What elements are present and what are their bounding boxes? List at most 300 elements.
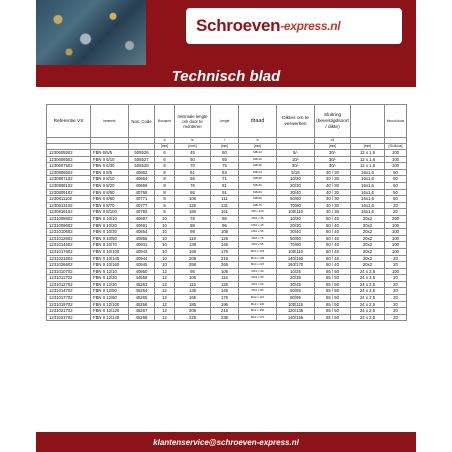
table-cell: 100 bbox=[385, 150, 407, 157]
table-cell: 50 / 40 bbox=[315, 248, 351, 255]
unit-label: [mm] bbox=[211, 144, 239, 150]
table-cell: FBN II 10/70 bbox=[91, 242, 129, 249]
table-cell: 1230607502 bbox=[47, 163, 91, 170]
table-cell: 45267 bbox=[129, 308, 155, 315]
table-cell: 165 bbox=[175, 295, 211, 302]
table-cell: 6 bbox=[155, 150, 175, 157]
table-cell: 40945 bbox=[129, 262, 155, 269]
table-cell: 24 x 2,5 bbox=[351, 275, 385, 282]
table-cell: 20 bbox=[385, 262, 407, 269]
table-cell: 120/135 bbox=[277, 308, 315, 315]
table-cell: 1231008602 bbox=[47, 215, 91, 222]
table-cell: 12 x 1,6 bbox=[351, 163, 385, 170]
table-cell: 10/- bbox=[277, 156, 315, 163]
table-cell: 1230606502 bbox=[47, 156, 91, 163]
col-header-spacer bbox=[351, 105, 385, 138]
table-cell: 40687 bbox=[129, 215, 155, 222]
table-cell: 40771 bbox=[129, 196, 155, 203]
table-row bbox=[47, 229, 407, 236]
table-cell: FBN II 8/50 bbox=[91, 189, 129, 196]
table-cell: M10 x 125 bbox=[239, 248, 277, 255]
table-cell: 45263 bbox=[129, 281, 155, 288]
table-cell: 65 / 50 bbox=[315, 275, 351, 282]
table-row bbox=[47, 222, 407, 229]
table-cell: FBN II 10/10 bbox=[91, 215, 129, 222]
table-cell: M12 x 110 bbox=[239, 295, 277, 302]
table-cell: 131 bbox=[211, 202, 239, 209]
table-cell: 1231019702 bbox=[47, 301, 91, 308]
table-cell: 40669 bbox=[129, 182, 155, 189]
table-cell: 10 bbox=[155, 222, 175, 229]
table-cell: FBN II 10/20 bbox=[91, 222, 129, 229]
table-cell: 40662 bbox=[129, 169, 155, 176]
table-cell: 135 bbox=[175, 288, 211, 295]
table-cell: 40768 bbox=[129, 189, 155, 196]
table-cell: 50 bbox=[211, 150, 239, 157]
table-cell: 16x1,6 bbox=[351, 169, 385, 176]
table-cell: 30/- bbox=[315, 150, 351, 157]
table-cell: 96 bbox=[211, 222, 239, 229]
table-cell: 86 bbox=[175, 189, 211, 196]
table-cell: 8 bbox=[155, 169, 175, 176]
table-cell: 40691 bbox=[129, 222, 155, 229]
table-cell: 126 bbox=[175, 202, 211, 209]
table-cell: 45268 bbox=[129, 314, 155, 321]
col-header-min-len: minimale lengte om door te monteren bbox=[175, 105, 211, 138]
table-cell: M8x30 bbox=[239, 163, 277, 170]
spec-table-body bbox=[47, 150, 407, 321]
table-cell: 44558 bbox=[129, 275, 155, 282]
table-cell: 100 bbox=[385, 163, 407, 170]
table-cell: 8 bbox=[155, 209, 175, 216]
table-cell: 30/45 bbox=[277, 281, 315, 288]
table-cell: 20 bbox=[385, 301, 407, 308]
table-row bbox=[47, 235, 407, 242]
table-cell: FBN II 6/30 bbox=[91, 163, 129, 170]
table-cell: 50 bbox=[385, 169, 407, 176]
table-cell: M12 x 40 bbox=[239, 268, 277, 275]
table-cell: 20/35 bbox=[277, 275, 315, 282]
table-cell: FBN II 6/10 bbox=[91, 156, 129, 163]
table-row bbox=[47, 281, 407, 288]
table-cell: M8x12 bbox=[239, 150, 277, 157]
table-row bbox=[47, 202, 407, 209]
table-cell: 185 bbox=[175, 301, 211, 308]
table-cell: FBN II 8/70 bbox=[91, 202, 129, 209]
unit-symbol: b bbox=[239, 138, 277, 144]
table-cell: M10 x 45 bbox=[239, 222, 277, 229]
table-cell: 71 bbox=[211, 176, 239, 183]
table-cell: 156 bbox=[175, 209, 211, 216]
table-cell: 10 bbox=[155, 248, 175, 255]
table-cell: 24 x 2,5 bbox=[351, 301, 385, 308]
table-row bbox=[47, 169, 407, 176]
table-cell: 1230809102 bbox=[47, 189, 91, 196]
table-cell: 81 bbox=[211, 182, 239, 189]
table-cell: 20x2 bbox=[351, 248, 385, 255]
table-cell: 505528 bbox=[129, 163, 155, 170]
unit-label: [St./doos] bbox=[385, 144, 407, 150]
table-cell: 1231010602 bbox=[47, 229, 91, 236]
table-cell: 106 bbox=[211, 268, 239, 275]
table-cell: 5/15 bbox=[277, 169, 315, 176]
col-header-ref: Referentie VS bbox=[47, 105, 91, 138]
col-header-lengte: Lengte bbox=[211, 105, 239, 138]
table-cell: 115 bbox=[175, 281, 211, 288]
table-cell: 100/110 bbox=[277, 209, 315, 216]
table-cell: M12 x 150 bbox=[239, 308, 277, 315]
table-cell: 20x2 bbox=[351, 222, 385, 229]
table-cell: FBN II 12/30 bbox=[91, 281, 129, 288]
table-cell: M8x14 bbox=[239, 169, 277, 176]
table-cell: 505526 bbox=[129, 150, 155, 157]
table-cell: 20x2 bbox=[351, 262, 385, 269]
table-cell: 20 bbox=[385, 255, 407, 262]
table-cell: 24 x 2,5 bbox=[351, 308, 385, 315]
spec-table-container bbox=[46, 104, 406, 321]
table-cell: 40 / 30 bbox=[315, 182, 351, 189]
table-cell: 1230806502 bbox=[47, 169, 91, 176]
logo-text-domain: -express.nl bbox=[280, 19, 341, 33]
table-cell: 10 bbox=[155, 255, 175, 262]
table-cell: 40 / 30 bbox=[315, 202, 351, 209]
table-cell: 266 bbox=[211, 262, 239, 269]
table-cell: 10 bbox=[155, 229, 175, 236]
unit-label: [mm] bbox=[155, 144, 175, 150]
table-cell: 10/25 bbox=[277, 268, 315, 275]
table-cell: M12 x 50 bbox=[239, 275, 277, 282]
unit-label: [mm] bbox=[239, 144, 277, 150]
table-cell: M10 x 55 bbox=[239, 229, 277, 236]
table-cell: 225 bbox=[175, 314, 211, 321]
table-cell: 40854 bbox=[129, 229, 155, 236]
table-cell: 250 bbox=[385, 215, 407, 222]
table-cell: 20 bbox=[385, 314, 407, 321]
table-cell: 5/- bbox=[277, 150, 315, 157]
table-row bbox=[47, 255, 407, 262]
table-cell: 20x2 bbox=[351, 229, 385, 236]
table-cell: 12 bbox=[155, 301, 175, 308]
table-cell: 50 bbox=[385, 196, 407, 203]
table-cell: 65 / 50 bbox=[315, 314, 351, 321]
table-cell: 1231011702 bbox=[47, 275, 91, 282]
table-cell: 24 x 2,5 bbox=[351, 314, 385, 321]
table-cell: 20x2 bbox=[351, 255, 385, 262]
col-header-kop: Diktes om te verwerken bbox=[277, 105, 315, 138]
unit-label: [mm] bbox=[315, 144, 351, 150]
table-cell: 1230605502 bbox=[47, 150, 91, 157]
table-cell: 65 / 50 bbox=[315, 288, 351, 295]
table-cell: 10 bbox=[155, 262, 175, 269]
table-row bbox=[47, 248, 407, 255]
table-cell: M10 x 165 bbox=[239, 255, 277, 262]
col-header-inhoud: Inhoud doos bbox=[385, 105, 407, 138]
table-cell: M12 x 60 bbox=[239, 281, 277, 288]
table-cell: 50 bbox=[175, 156, 211, 163]
table-cell: 78 bbox=[175, 215, 211, 222]
table-cell: 65 / 50 bbox=[315, 308, 351, 315]
table-row bbox=[47, 275, 407, 282]
table-cell: 50/60 bbox=[277, 235, 315, 242]
table-cell: 100 bbox=[385, 156, 407, 163]
unit-symbol: d bbox=[155, 138, 175, 144]
table-cell: 16x1,6 bbox=[351, 196, 385, 203]
table-cell: 66 bbox=[175, 176, 211, 183]
table-row bbox=[47, 189, 407, 196]
table-row bbox=[47, 163, 407, 170]
page-title: Technisch blad bbox=[171, 67, 281, 85]
table-cell: 40 / 30 bbox=[315, 196, 351, 203]
table-cell: 30/- bbox=[315, 156, 351, 163]
col-header-draad: draad bbox=[239, 105, 277, 138]
header-band bbox=[36, 0, 416, 65]
table-row bbox=[47, 314, 407, 321]
table-cell: 10 bbox=[155, 235, 175, 242]
table-cell: 1231014702 bbox=[47, 288, 91, 295]
table-cell: 8 bbox=[155, 196, 175, 203]
table-cell: 65 / 50 bbox=[315, 295, 351, 302]
table-cell: 126 bbox=[211, 235, 239, 242]
table-cell: 40 / 30 bbox=[315, 169, 351, 176]
table-cell: FBN II 12/50 bbox=[91, 288, 129, 295]
table-cell: 106 bbox=[211, 229, 239, 236]
table-row bbox=[47, 156, 407, 163]
table-cell: 12 bbox=[155, 275, 175, 282]
table-cell: M8x60 bbox=[239, 196, 277, 203]
table-cell: 40664 bbox=[129, 176, 155, 183]
table-cell: 126 bbox=[211, 281, 239, 288]
table-cell: 20 bbox=[385, 308, 407, 315]
table-cell: FBN II 12/80 bbox=[91, 295, 129, 302]
table-cell: 1231014602 bbox=[47, 242, 91, 249]
table-cell: 258 bbox=[175, 262, 211, 269]
table-cell: 12 bbox=[155, 268, 175, 275]
table-cell: 105 bbox=[175, 275, 211, 282]
table-cell: 140/150 bbox=[277, 255, 315, 262]
table-cell: 30/- bbox=[277, 163, 315, 170]
table-cell: 45265 bbox=[129, 295, 155, 302]
table-cell: 1230811102 bbox=[47, 196, 91, 203]
table-cell: 1231021602 bbox=[47, 255, 91, 262]
table-cell: 40 / 30 bbox=[315, 209, 351, 216]
table-cell: 50 / 40 bbox=[315, 242, 351, 249]
footer-band bbox=[36, 432, 416, 452]
table-cell: 12 bbox=[155, 295, 175, 302]
table-row bbox=[47, 209, 407, 216]
table-cell: 40777 bbox=[129, 202, 155, 209]
table-cell: 30/40 bbox=[277, 189, 315, 196]
table-cell: M8x16 bbox=[239, 156, 277, 163]
table-cell: 20 bbox=[385, 209, 407, 216]
table-cell: 176 bbox=[211, 248, 239, 255]
table-cell: 111 bbox=[211, 196, 239, 203]
table-cell: 16x1,6 bbox=[351, 209, 385, 216]
table-cell: 100/115 bbox=[277, 301, 315, 308]
table-cell: 50 / 40 bbox=[315, 215, 351, 222]
table-cell: 161 bbox=[211, 209, 239, 216]
table-cell: 70/80 bbox=[277, 242, 315, 249]
table-cell: FBN II 12/120 bbox=[91, 308, 129, 315]
table-row bbox=[47, 215, 407, 222]
table-cell: FBN II 8/100 bbox=[91, 209, 129, 216]
table-cell: 6 bbox=[155, 156, 175, 163]
table-cell: FBN II 8/20 bbox=[91, 182, 129, 189]
table-cell: 208 bbox=[175, 255, 211, 262]
table-cell: FBN II 12/140 bbox=[91, 314, 129, 321]
table-cell: 45264 bbox=[129, 288, 155, 295]
table-cell: FBN II 10/160 bbox=[91, 262, 129, 269]
table-cell: M12 x 130 bbox=[239, 301, 277, 308]
table-cell: 8 bbox=[155, 189, 175, 196]
unit-symbol: l bbox=[211, 138, 239, 144]
table-cell: 100 bbox=[385, 242, 407, 249]
table-row bbox=[47, 196, 407, 203]
table-cell: M12 x 170 bbox=[239, 314, 277, 321]
table-cell: 20 bbox=[385, 202, 407, 209]
table-cell: FBN 6/5/5 bbox=[91, 150, 129, 157]
table-cell: 12 x 1,6 bbox=[351, 156, 385, 163]
table-cell: 88 bbox=[175, 222, 211, 229]
table-cell: 100 bbox=[385, 229, 407, 236]
table-cell: 1231021702 bbox=[47, 308, 91, 315]
table-cell: 12 bbox=[155, 314, 175, 321]
table-cell: 8 bbox=[155, 176, 175, 183]
table-cell: FBN II 10/140 bbox=[91, 255, 129, 262]
table-cell: FBN II 10/50 bbox=[91, 235, 129, 242]
col-header-diam: Boorpunt bbox=[155, 105, 175, 138]
unit-label: [mm] bbox=[351, 144, 385, 150]
table-cell: FBN II 12/10 bbox=[91, 268, 129, 275]
table-row bbox=[47, 308, 407, 315]
table-cell: FBN II 10/100 bbox=[91, 248, 129, 255]
table-cell: 16x1,6 bbox=[351, 189, 385, 196]
table-cell: 1231009602 bbox=[47, 222, 91, 229]
table-cell: 100 bbox=[385, 235, 407, 242]
table-row bbox=[47, 176, 407, 183]
table-cell: 50 / 40 bbox=[315, 235, 351, 242]
table-cell: 20 bbox=[385, 275, 407, 282]
table-cell: 70 bbox=[175, 163, 211, 170]
table-cell: 168 bbox=[175, 248, 211, 255]
table-cell: 40950 bbox=[129, 268, 155, 275]
table-cell: 50 bbox=[385, 189, 407, 196]
footer-email-link[interactable]: klantenservice@schroeven-express.nl bbox=[153, 437, 299, 447]
table-cell: 24 x 2,5 bbox=[351, 295, 385, 302]
table-cell: 236 bbox=[211, 314, 239, 321]
table-cell: 20/30 bbox=[277, 182, 315, 189]
table-cell: 10 bbox=[155, 215, 175, 222]
table-cell: 1231012702 bbox=[47, 281, 91, 288]
table-cell: 40855 bbox=[129, 235, 155, 242]
table-cell: 86 bbox=[211, 215, 239, 222]
table-cell: 12 x 1,6 bbox=[351, 150, 385, 157]
table-cell: 16x1,6 bbox=[351, 176, 385, 183]
title-band bbox=[36, 65, 416, 87]
table-cell: 100 bbox=[385, 268, 407, 275]
table-cell: 40783 bbox=[129, 209, 155, 216]
table-cell: 12 bbox=[155, 288, 175, 295]
spec-table bbox=[46, 104, 407, 321]
table-cell: 10/20 bbox=[277, 215, 315, 222]
table-cell: 45 bbox=[175, 150, 211, 157]
table-cell: 50 / 40 bbox=[315, 222, 351, 229]
table-cell: 146 bbox=[211, 288, 239, 295]
table-cell: 50 / 40 bbox=[315, 255, 351, 262]
table-cell: FBN II 10/30 bbox=[91, 229, 129, 236]
table-cell: M8x70 bbox=[239, 202, 277, 209]
table-cell: 20 bbox=[385, 281, 407, 288]
table-cell: FBN II 12/100 bbox=[91, 301, 129, 308]
header-photo bbox=[36, 0, 146, 65]
table-cell: FBN II 12/20 bbox=[91, 275, 129, 282]
table-cell: M10 x 215 bbox=[239, 262, 277, 269]
table-cell: 20x2 bbox=[351, 215, 385, 222]
table-cell: 50 / 40 bbox=[315, 229, 351, 236]
table-cell: 16x1,6 bbox=[351, 202, 385, 209]
table-cell: M10 x 35 bbox=[239, 215, 277, 222]
table-cell: 75 bbox=[211, 163, 239, 170]
table-cell: 63 bbox=[211, 169, 239, 176]
unit-symbol: ls bbox=[175, 138, 211, 144]
table-cell: 20 bbox=[385, 288, 407, 295]
table-cell: M8x20 bbox=[239, 176, 277, 183]
table-cell: 100/110 bbox=[277, 248, 315, 255]
col-header-dikte: Sluitring (bevestigdsoort / dikte) bbox=[315, 105, 351, 138]
table-cell: 50 / 40 bbox=[315, 262, 351, 269]
table-header-row bbox=[47, 105, 407, 138]
table-cell: 50/65 bbox=[277, 288, 315, 295]
table-cell: 12 bbox=[155, 308, 175, 315]
brand-logo[interactable] bbox=[186, 8, 402, 44]
table-cell: 216 bbox=[211, 255, 239, 262]
table-cell: 1231017602 bbox=[47, 248, 91, 255]
table-cell: 65 / 50 bbox=[315, 268, 351, 275]
table-cell: 80/95 bbox=[277, 295, 315, 302]
table-cell: 24 x 2,5 bbox=[351, 268, 385, 275]
unit-symbol: d1 bbox=[315, 138, 351, 144]
table-cell: 1231026602 bbox=[47, 262, 91, 269]
table-cell: 16x1,6 bbox=[351, 182, 385, 189]
table-cell: 20 bbox=[385, 295, 407, 302]
table-cell: FBN II 8/5 bbox=[91, 169, 129, 176]
table-row bbox=[47, 301, 407, 308]
table-cell: 40944 bbox=[129, 255, 155, 262]
table-row bbox=[47, 262, 407, 269]
logo-text-main: Schroeven bbox=[196, 16, 281, 35]
table-cell: 176 bbox=[211, 295, 239, 302]
table-cell: 1231023702 bbox=[47, 314, 91, 321]
table-cell: 61 bbox=[175, 169, 211, 176]
table-cell: 55 bbox=[211, 156, 239, 163]
table-cell: 100 bbox=[385, 248, 407, 255]
table-row bbox=[47, 295, 407, 302]
table-cell: M10 x 95 bbox=[239, 242, 277, 249]
table-cell: 20x2 bbox=[351, 242, 385, 249]
table-cell: 118 bbox=[175, 235, 211, 242]
table-cell: 140/155 bbox=[277, 314, 315, 321]
table-row bbox=[47, 288, 407, 295]
table-cell: 50 bbox=[385, 176, 407, 183]
table-cell: M8 x 120 bbox=[239, 209, 277, 216]
table-cell: 6 bbox=[155, 163, 175, 170]
table-cell: 138 bbox=[175, 242, 211, 249]
unit-label: [mm²] bbox=[175, 144, 211, 150]
table-row bbox=[47, 242, 407, 249]
table-cell: FBN II 8/10 bbox=[91, 176, 129, 183]
table-cell: M8x30 bbox=[239, 182, 277, 189]
table-cell: M8x40 bbox=[239, 189, 277, 196]
table-cell: 91 bbox=[211, 189, 239, 196]
